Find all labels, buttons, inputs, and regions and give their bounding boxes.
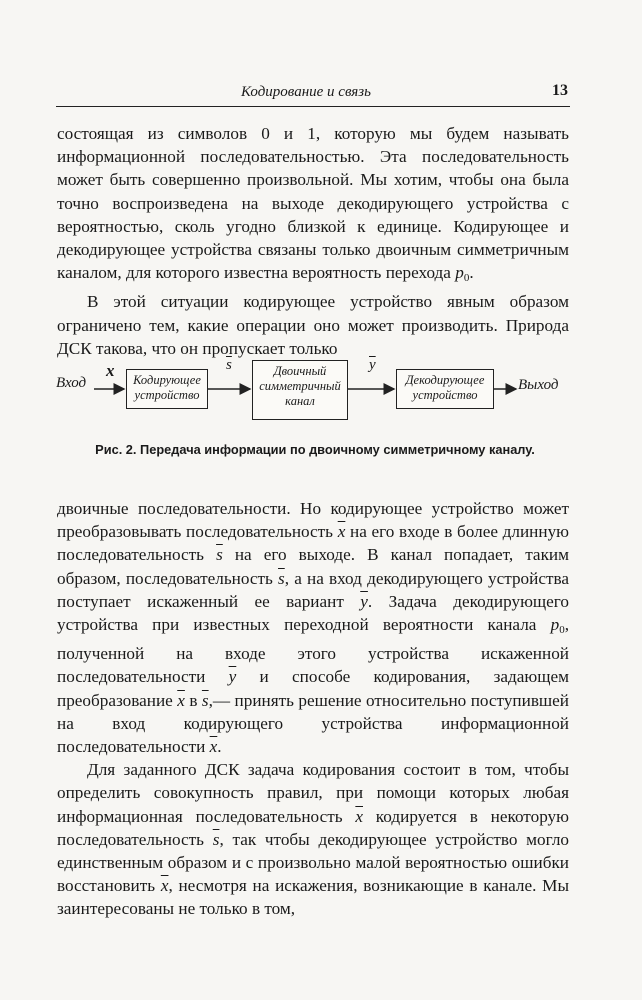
text-run: двоичные последовательности. Но кодирующее устройство может преобразовывать последовательность [57,499,569,542]
page-number: 13 [552,82,568,99]
text-block-bottom [57,497,569,921]
paragraph [57,290,569,360]
math-symbol: p [455,263,464,283]
paragraph [57,497,569,758]
text-run: и способе кодирования, задающем преобразование [57,667,570,710]
input-label: Вход [56,375,87,391]
math-symbol: $\overline{x}$ [337,522,346,542]
math-symbol: $\overline{y}$ [228,667,237,687]
text-run: в [184,690,202,710]
math-symbol: $\overline{x}$ [355,806,363,826]
output-label: Выход [518,377,559,393]
text-run: . [469,263,474,283]
text-run: состоящая из символов 0 и 1, которую мы будем называть информационной последовательностью. Эта последовательность может быть совершенно произвольной. Мы хотим, чтобы она была точно воспроизведена на выходе декодирующего устройства с вероятностью, сколь угодно близкой к единице. Кодирующее и декодирующее устройства связаны только двоичным симметричным каналом, для которого известна вероятность перехода [57,124,569,283]
text-run: на его выходе. В канал попадает, таким образом, последовательность [57,545,569,588]
encoder-box: Кодирующее устройство [126,369,208,409]
math-symbol: $\overline{x}$ [160,876,169,896]
y-signal-label: $\overline{y}$ [369,357,376,373]
math-symbol: $\overline{x}$ [177,690,185,710]
paragraph [57,758,569,920]
text-run: , так чтобы декодирующее устройство могло единственным образом и с произвольно малой вероятностью ошибки восстановить [57,829,569,896]
math-symbol: $\overline{s}$ [216,545,223,565]
figure-caption: Рис. 2. Передача информации по двоичному симметричному каналу. [95,442,535,457]
text-run: . Задача декодирующего устройства при известных переходной вероятности канала [57,591,569,635]
text-run: , несмотря на искажения, возникающие в канале. Мы заинтересованы не только в том, [57,876,569,919]
text-run: , а на вход декодирующего устройства поступает искаженный ее вариант [57,568,569,611]
text-run: кодируется в некоторую последовательность [57,806,569,849]
text-run: В этой ситуации кодирующее устройство явным образом ограничено тем, какие операции оно может производить. Природа ДСК такова, что он пропускает только [57,292,569,358]
math-symbol: 0 [559,624,565,637]
math-symbol: 0 [463,272,470,285]
math-symbol: $\overline{s}$ [212,829,220,849]
block-diagram [56,355,576,435]
text-run: ,— принять решение относительно поступившей на вход кодирующего устройства информационной последовательности [57,690,569,757]
math-symbol: $\overline{x}$ [209,737,218,757]
math-symbol: p [550,615,560,635]
math-symbol: $\overline{s}$ [278,568,285,588]
channel-box: Двоичный симметричный канал [252,360,348,420]
text-run: на его входе в более длинную последовательность [57,522,570,565]
math-symbol: $\overline{s}$ [201,690,209,710]
x-signal-label: x [106,361,115,380]
s-signal-label: $\overline{s}$ [226,357,232,373]
text-run: , полученной на входе этого устройства искаженной последовательности [57,615,569,687]
page-header [56,82,570,107]
math-symbol: $\overline{y}$ [360,591,368,611]
decoder-box: Декодирующее устройство [396,369,494,409]
text-run: Для заданного ДСК задача кодирования состоит в том, чтобы определить совокупность правил, при помощи которых любая информационная последовательность [57,760,569,826]
paragraph [57,122,569,290]
text-run: . [217,737,222,757]
text-block-top [57,122,569,360]
running-title: Кодирование и связь [241,84,371,100]
